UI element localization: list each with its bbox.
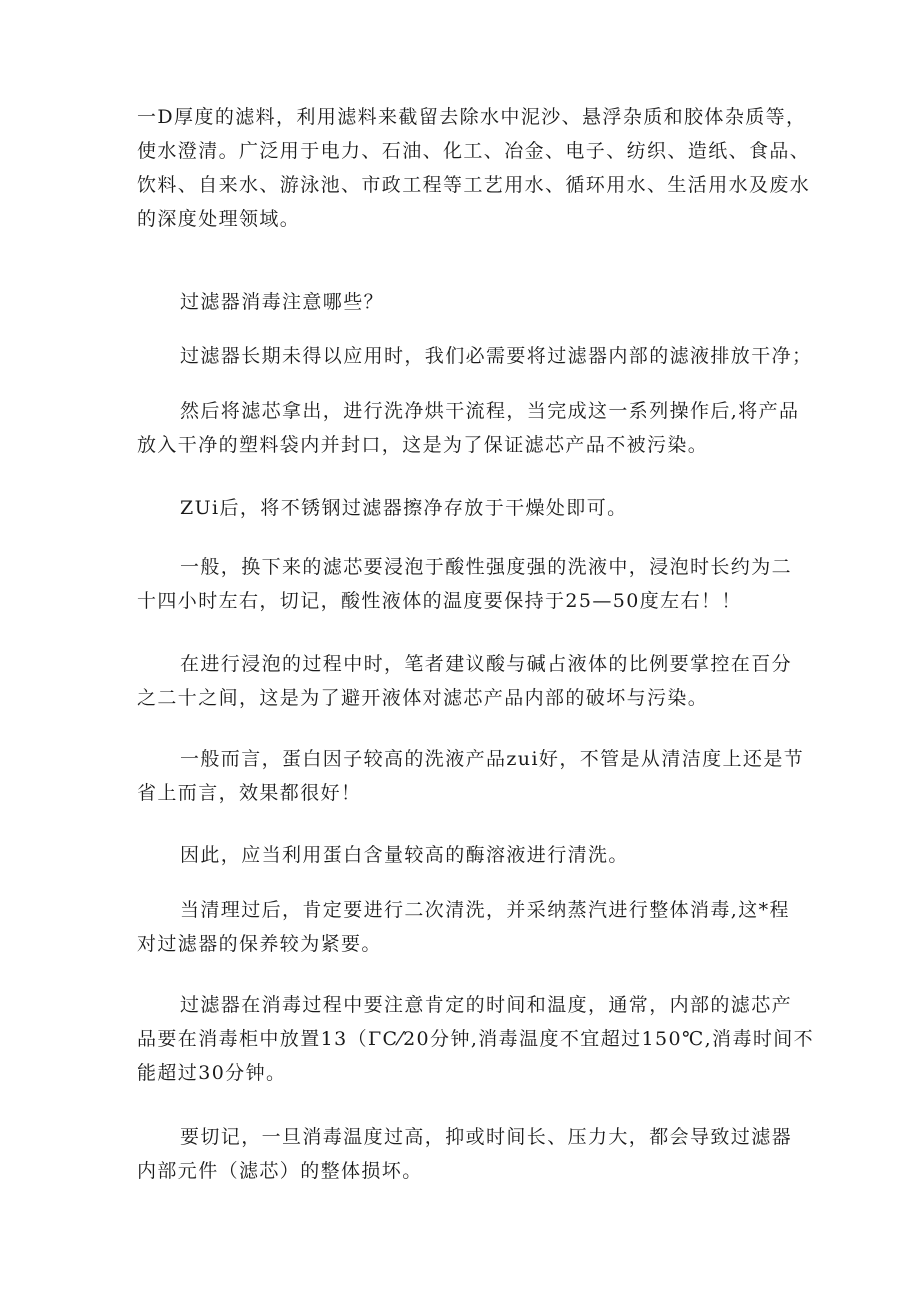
paragraph — [137, 893, 790, 961]
paragraph — [137, 550, 793, 618]
text-line: 一D厚度的滤料，利用滤料来截留去除水中泥沙、悬浮杂质和胶体杂质等， — [137, 106, 807, 128]
text-line: 十四小时左右，切记，酸性液体的温度要保持于25—50度左右！！ — [137, 590, 742, 612]
paragraph — [137, 988, 815, 1090]
text-line: 饮料、自来水、游泳池、市政工程等工艺用水、循环用水、生活用水及废水 — [137, 174, 811, 196]
text-line: 内部元件（滤芯）的整体损坏。 — [137, 1160, 423, 1182]
text-line: 省上而言，效果都很好！ — [137, 782, 362, 804]
text-line: 使水澄清。广泛用于电力、石油、化工、冶金、电子、纺织、造纸、食品、 — [137, 140, 811, 162]
section-heading — [137, 285, 785, 319]
text-line: 因此，应当利用蛋白含量较高的酶溶液进行清洗。 — [180, 844, 629, 866]
paragraph — [137, 491, 785, 525]
text-line: 之二十之间，这是为了避开液体对滤芯产品内部的破坏与污染。 — [137, 687, 709, 709]
text-line: ZUi后，将不锈钢过滤器擦净存放于干燥处即可。 — [180, 497, 628, 519]
paragraph — [137, 647, 793, 715]
text-line: 一般，换下来的滤芯要浸泡于酸性强度强的洗液中，浸泡时长约为二 — [180, 556, 793, 578]
text-line: 对过滤器的保养较为紧要。 — [137, 933, 382, 955]
text-line: 一般而言，蛋白因子较高的洗液产品zui好，不管是从清洁度上还是节 — [180, 748, 805, 770]
paragraph — [137, 1120, 793, 1188]
text-line: 当清理过后，肯定要进行二次清洗，并采纳蒸汽进行整体消毒,这*程 — [180, 899, 790, 921]
text-line: 过滤器在消毒过程中要注意肯定的时间和温度，通常，内部的滤芯产 — [180, 994, 793, 1016]
text-line: 放入干净的塑料袋内并封口，这是为了保证滤芯产品不被污染。 — [137, 434, 709, 456]
text-line: 要切记，一旦消毒温度过高，抑或时间长、压力大，都会导致过滤器 — [180, 1126, 793, 1148]
paragraph — [137, 394, 800, 462]
text-line: 的深度处理领域。 — [137, 208, 301, 230]
text-line: 能超过30分钟。 — [137, 1062, 287, 1084]
text-line: 品要在消毒柜中放置13（ΓC⁄20分钟,消毒温度不宜超过150℃,消毒时间不 — [137, 1028, 815, 1050]
text-line: 在进行浸泡的过程中时，笔者建议酸与碱占液体的比例要掌控在百分 — [180, 653, 793, 675]
paragraph-intro — [137, 100, 811, 236]
text-line: 过滤器消毒注意哪些？ — [180, 291, 385, 313]
paragraph — [137, 742, 805, 810]
paragraph — [137, 838, 785, 872]
text-line: 过滤器长期未得以应用时，我们必需要将过滤器内部的滤液排放干净； — [180, 345, 813, 367]
text-line: 然后将滤芯拿出，进行洗净烘干流程，当完成这一系列操作后,将产品 — [180, 400, 800, 422]
paragraph — [137, 339, 813, 373]
